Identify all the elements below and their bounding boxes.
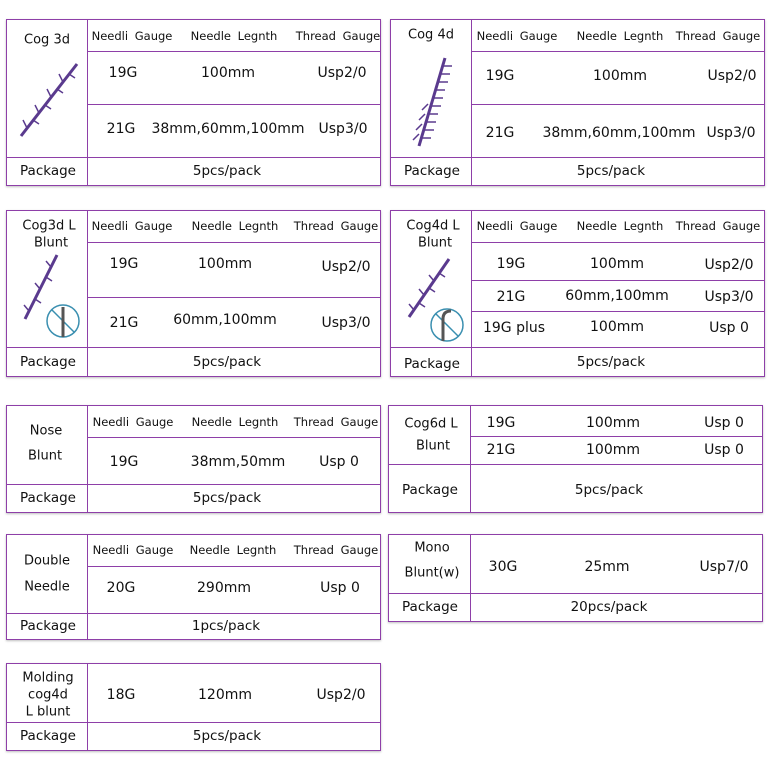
cell-length: 120mm bbox=[198, 687, 252, 703]
product-name: Cog3d L bbox=[22, 218, 76, 234]
cell-length: 100mm bbox=[593, 68, 647, 84]
package-label: Package bbox=[402, 482, 458, 498]
card-cog3d-l-blunt bbox=[6, 210, 381, 377]
card-molding-cog4d bbox=[6, 663, 381, 751]
cell-thread: Usp 0 bbox=[709, 320, 749, 336]
cell-gauge: 21G bbox=[106, 121, 136, 137]
cell-thread: Usp3/0 bbox=[704, 289, 754, 305]
cell-thread: Usp2/0 bbox=[317, 65, 367, 81]
cog-thread-icon bbox=[405, 54, 465, 154]
cell-gauge: 19G bbox=[108, 65, 138, 81]
package-value: 5pcs/pack bbox=[576, 354, 646, 370]
header-needle-gauge: Needli Gauge bbox=[91, 219, 173, 233]
product-name-sub: cog4d bbox=[28, 687, 68, 703]
product-name: Cog4d L bbox=[406, 218, 460, 234]
cell-thread: Usp 0 bbox=[704, 442, 744, 458]
cell-gauge: 18G bbox=[106, 687, 136, 703]
product-name-sub: Blunt bbox=[27, 448, 63, 464]
product-name-sub2: L blunt bbox=[25, 704, 71, 720]
header-needle-gauge: Needli Gauge bbox=[91, 29, 173, 43]
cell-length: 38mm,60mm,100mm bbox=[151, 121, 305, 137]
package-value: 5pcs/pack bbox=[192, 490, 262, 506]
package-label: Package bbox=[404, 163, 460, 179]
package-value: 5pcs/pack bbox=[574, 482, 644, 498]
cell-length: 38mm,60mm,100mm bbox=[542, 125, 696, 141]
cell-gauge: 21G bbox=[486, 442, 516, 458]
cell-gauge: 19G bbox=[109, 256, 139, 272]
cell-gauge: 20G bbox=[106, 580, 136, 596]
header-needle-gauge: Needli Gauge bbox=[92, 543, 174, 557]
product-name-sub: Blunt(w) bbox=[404, 565, 460, 581]
product-name: Mono bbox=[414, 540, 450, 556]
cell-thread: Usp3/0 bbox=[318, 121, 368, 137]
cell-gauge: 19G bbox=[486, 415, 516, 431]
cell-gauge: 21G bbox=[496, 289, 526, 305]
header-thread-gauge: Thread Gauge bbox=[293, 543, 379, 557]
cell-thread: Usp 0 bbox=[704, 415, 744, 431]
header-thread-gauge: Thread Gauge bbox=[675, 29, 761, 43]
package-label: Package bbox=[402, 599, 458, 615]
package-label: Package bbox=[20, 354, 76, 370]
header-thread-gauge: Thread Gauge bbox=[293, 219, 379, 233]
cell-thread: Usp2/0 bbox=[321, 259, 371, 275]
header-needle-length: Needle Legnth bbox=[576, 29, 664, 43]
header-needle-length: Needle Legnth bbox=[576, 219, 664, 233]
header-thread-gauge: Thread Gauge bbox=[675, 219, 761, 233]
cell-gauge: 19G bbox=[485, 68, 515, 84]
cell-thread: Usp3/0 bbox=[706, 125, 756, 141]
package-value: 1pcs/pack bbox=[191, 618, 261, 634]
card-cog6d-l-blunt bbox=[388, 405, 763, 513]
product-name: Cog6d L bbox=[404, 416, 458, 432]
card-mono-blunt bbox=[388, 534, 763, 622]
cell-length: 100mm bbox=[198, 256, 252, 272]
cell-thread: Usp 0 bbox=[320, 580, 360, 596]
package-label: Package bbox=[20, 728, 76, 744]
header-needle-gauge: Needli Gauge bbox=[476, 219, 558, 233]
cell-gauge: 19G bbox=[496, 256, 526, 272]
cell-thread: Usp2/0 bbox=[707, 68, 757, 84]
cell-length: 100mm bbox=[586, 415, 640, 431]
header-needle-length: Needle Legnth bbox=[190, 29, 278, 43]
product-name: Cog 3d bbox=[24, 32, 70, 48]
card-cog4d-l-blunt bbox=[390, 210, 765, 377]
product-name-sub: Needle bbox=[24, 579, 70, 595]
cell-thread: Usp3/0 bbox=[321, 315, 371, 331]
header-needle-length: Needle Legnth bbox=[189, 543, 277, 557]
cog-thread-blunt-icon bbox=[397, 255, 467, 347]
header-needle-length: Needle Legnth bbox=[191, 219, 279, 233]
package-label: Package bbox=[20, 618, 76, 634]
cell-thread: Usp7/0 bbox=[699, 559, 749, 575]
package-value: 20pcs/pack bbox=[570, 599, 648, 615]
cell-length: 38mm,50mm bbox=[190, 454, 286, 470]
cell-length: 25mm bbox=[584, 559, 630, 575]
cell-length: 60mm,100mm bbox=[565, 288, 669, 304]
product-name: Double bbox=[23, 553, 71, 569]
cell-gauge: 19G plus bbox=[482, 320, 546, 336]
card-double-needle bbox=[6, 534, 381, 640]
package-value: 5pcs/pack bbox=[192, 354, 262, 370]
card-cog4d bbox=[390, 19, 765, 186]
header-needle-gauge: Needli Gauge bbox=[476, 29, 558, 43]
product-name: Nose bbox=[29, 423, 63, 439]
cell-gauge: 30G bbox=[488, 559, 518, 575]
cell-thread: Usp2/0 bbox=[704, 257, 754, 273]
package-value: 5pcs/pack bbox=[576, 163, 646, 179]
cell-length: 290mm bbox=[197, 580, 251, 596]
package-value: 5pcs/pack bbox=[192, 163, 262, 179]
package-label: Package bbox=[20, 163, 76, 179]
cell-length: 100mm bbox=[586, 442, 640, 458]
cell-gauge: 21G bbox=[109, 315, 139, 331]
header-thread-gauge: Thread Gauge bbox=[293, 415, 379, 429]
cell-gauge: 19G bbox=[109, 454, 139, 470]
header-needle-gauge: Needli Gauge bbox=[92, 415, 174, 429]
cog-thread-icon bbox=[13, 56, 83, 146]
product-name: Molding bbox=[22, 670, 74, 686]
cell-length: 100mm bbox=[590, 319, 644, 335]
card-nose-blunt bbox=[6, 405, 381, 513]
cell-length: 60mm,100mm bbox=[173, 312, 277, 328]
cell-gauge: 21G bbox=[485, 125, 515, 141]
package-label: Package bbox=[20, 490, 76, 506]
product-name-sub: Blunt bbox=[417, 235, 453, 251]
cell-thread: Usp 0 bbox=[319, 454, 359, 470]
cell-length: 100mm bbox=[590, 256, 644, 272]
cog-thread-blunt-icon bbox=[13, 251, 83, 343]
header-thread-gauge: Thread Gauge bbox=[295, 29, 381, 43]
product-name-sub: Blunt bbox=[415, 438, 451, 454]
header-needle-length: Needle Legnth bbox=[191, 415, 279, 429]
package-label: Package bbox=[404, 356, 460, 372]
product-name-sub: Blunt bbox=[33, 235, 69, 251]
cell-length: 100mm bbox=[201, 65, 255, 81]
cell-thread: Usp2/0 bbox=[316, 687, 366, 703]
product-name: Cog 4d bbox=[408, 27, 454, 43]
card-cog3d bbox=[6, 19, 381, 186]
package-value: 5pcs/pack bbox=[192, 728, 262, 744]
